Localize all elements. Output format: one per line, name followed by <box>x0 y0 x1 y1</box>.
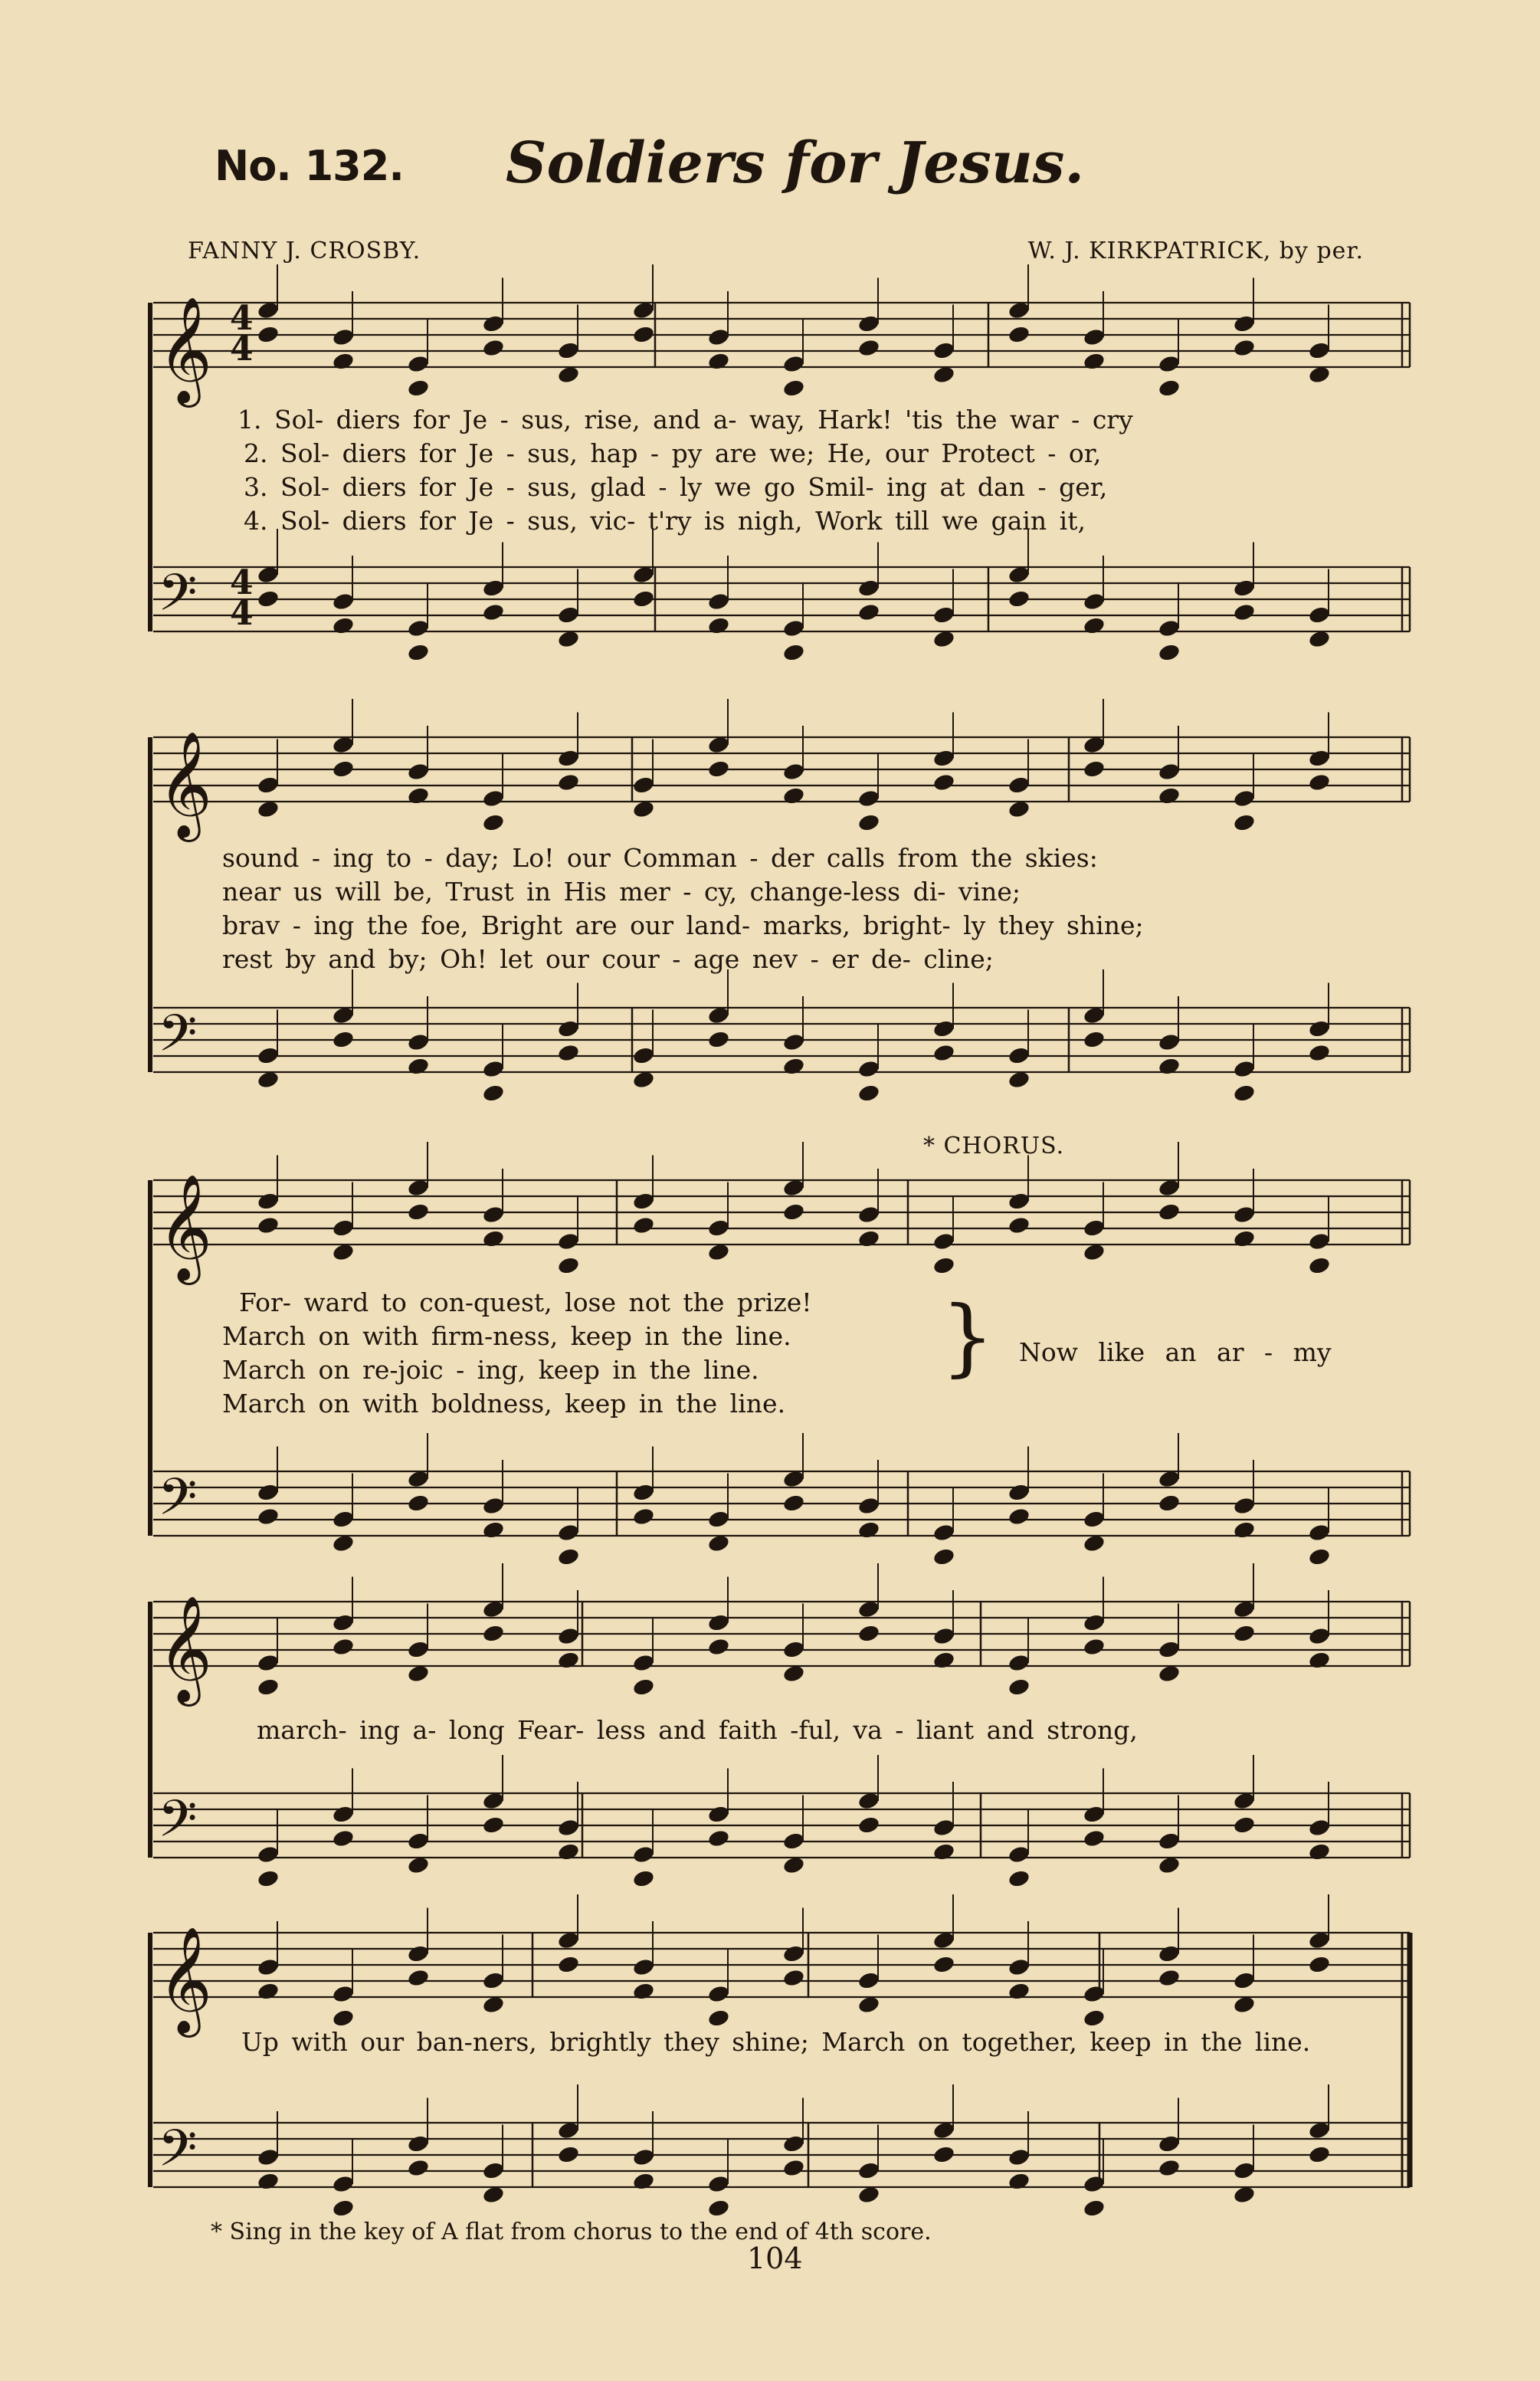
note-head <box>932 1651 956 1671</box>
note-head <box>857 1624 881 1644</box>
note-head <box>1308 1019 1332 1039</box>
note-head <box>1083 1510 1106 1530</box>
note-head <box>1158 786 1181 806</box>
note-head <box>857 1059 881 1079</box>
note-head <box>557 2145 581 2165</box>
note-head <box>407 762 431 782</box>
note-head <box>632 1982 656 2002</box>
note-head <box>257 1046 280 1066</box>
note-head <box>857 1496 881 1516</box>
note-head <box>632 1483 656 1503</box>
note-head <box>332 1030 356 1050</box>
hymn-number: No. 132. <box>215 142 404 190</box>
note-head <box>332 1805 356 1825</box>
note-head <box>857 813 881 833</box>
note-head <box>557 1256 581 1276</box>
note-head <box>482 314 506 334</box>
note-head <box>1083 1984 1106 2004</box>
lyric-verse-4-line-2: rest by and by; Oh! let our cour - age nev - er de- cline; <box>222 944 994 974</box>
note-head <box>482 1971 506 1991</box>
lyric-verse-2-line-2: near us will be, Trust in His mer - cy, change-less di- vine; <box>222 877 1021 907</box>
note-head <box>1008 589 1031 609</box>
note-head <box>332 1637 356 1657</box>
note-head <box>1083 1637 1106 1657</box>
note-head <box>407 1968 431 1988</box>
note-head <box>407 2134 431 2154</box>
note-head <box>632 1215 656 1235</box>
note-head <box>1158 1032 1181 1052</box>
note-head <box>1233 1815 1257 1835</box>
note-head <box>932 1547 956 1567</box>
author-credit: FANNY J. CROSBY. <box>188 238 421 264</box>
note-head <box>932 1818 956 1838</box>
note-head <box>1308 1955 1332 1975</box>
note-head <box>1233 338 1257 358</box>
treble-clef-icon: 𝄞 <box>158 1174 212 1281</box>
lyric-verse-3-line-2: brav - ing the foe, Bright are our land- marks, bright- ly they shine; <box>222 910 1144 940</box>
note-head <box>932 2145 956 2165</box>
note-head <box>1233 789 1257 808</box>
note-head <box>257 1869 280 1889</box>
note-head <box>782 1944 806 1964</box>
note-head <box>1158 2158 1181 2178</box>
bass-clef-icon: 𝄢 <box>158 2119 198 2190</box>
note-head <box>632 2172 656 2192</box>
note-head <box>407 618 431 638</box>
note-head <box>557 1547 581 1567</box>
note-head <box>932 341 956 361</box>
note-head <box>257 2172 280 2192</box>
note-head <box>557 341 581 361</box>
note-head <box>1308 1547 1332 1567</box>
note-head <box>857 314 881 334</box>
note-head <box>257 2147 280 2167</box>
note-head <box>332 2009 356 2028</box>
note-head <box>632 1192 656 1212</box>
note-head <box>1233 579 1257 599</box>
note-head <box>707 1218 731 1238</box>
note-head <box>1233 1205 1257 1225</box>
lyric-verse-1-line-1: 1. Sol- diers for Je - sus, rise, and a- way, Hark! 'tis the war - cry <box>238 405 1133 435</box>
note-head <box>1008 1507 1031 1527</box>
note-head <box>257 1957 280 1977</box>
note-head <box>632 1678 656 1697</box>
note-head <box>1158 762 1181 782</box>
note-head <box>1233 1059 1257 1079</box>
note-head <box>1233 1084 1257 1104</box>
note-head <box>1083 2174 1106 2194</box>
lyric-verse-4-line-3: March on with boldness, keep in the line. <box>222 1389 786 1418</box>
note-head <box>1158 1057 1181 1077</box>
note-head <box>257 1215 280 1235</box>
note-head <box>332 1613 356 1633</box>
note-head <box>1158 1494 1181 1514</box>
note-head <box>707 616 731 636</box>
note-head <box>857 789 881 808</box>
note-head <box>407 1032 431 1052</box>
time-signature-bottom: 4 <box>230 330 254 369</box>
note-head <box>482 813 506 833</box>
note-head <box>407 1202 431 1222</box>
treble-clef-icon: 𝄞 <box>158 297 212 403</box>
note-head <box>632 1653 656 1673</box>
note-head <box>407 1944 431 1964</box>
note-head <box>257 589 280 609</box>
treble-clef-icon: 𝄞 <box>158 731 212 838</box>
note-head <box>1083 616 1106 636</box>
composer-credit: W. J. KIRKPATRICK, by per. <box>1027 238 1364 264</box>
note-head <box>782 643 806 663</box>
note-head <box>1008 1678 1031 1697</box>
note-head <box>857 338 881 358</box>
note-head <box>407 354 431 374</box>
note-head <box>1083 1828 1106 1848</box>
note-head <box>1308 2145 1332 2165</box>
note-head <box>1008 1046 1031 1066</box>
chorus-lyric-line-2: march- ing a- long Fear- less and faith -ful, va - liant and strong, <box>257 1715 1138 1745</box>
note-head <box>557 1019 581 1039</box>
note-head <box>1008 2172 1031 2192</box>
note-head <box>782 1832 806 1851</box>
note-head <box>782 2158 806 2178</box>
lyric-verse-4-line-1: 4. Sol- diers for Je - sus, vic- t'ry is nigh, Work till we gain it, <box>244 506 1086 536</box>
note-head <box>707 2174 731 2194</box>
note-head <box>1008 776 1031 795</box>
note-head <box>707 1984 731 2004</box>
note-head <box>332 616 356 636</box>
note-head <box>1008 1483 1031 1503</box>
note-head <box>557 1651 581 1671</box>
note-head <box>932 1231 956 1251</box>
note-head <box>482 1084 506 1104</box>
note-head <box>1308 1818 1332 1838</box>
note-head <box>482 1205 506 1225</box>
note-head <box>1233 314 1257 334</box>
bass-clef-icon: 𝄢 <box>158 563 198 635</box>
note-head <box>1083 592 1106 612</box>
note-head <box>782 1640 806 1660</box>
note-head <box>632 589 656 609</box>
note-head <box>932 1626 956 1646</box>
treble-clef-icon: 𝄞 <box>158 1927 212 2033</box>
note-head <box>857 2161 881 2181</box>
note-head <box>257 776 280 795</box>
note-head <box>1083 327 1106 347</box>
note-head <box>1083 2009 1106 2028</box>
note-head <box>1308 772 1332 792</box>
note-head <box>782 354 806 374</box>
treble-clef-icon: 𝄞 <box>158 1596 212 1702</box>
note-head <box>557 1626 581 1646</box>
note-head <box>782 1032 806 1052</box>
note-head <box>332 352 356 372</box>
note-head <box>1308 1256 1332 1276</box>
note-head <box>332 2174 356 2194</box>
note-head <box>332 592 356 612</box>
note-head <box>632 1869 656 1889</box>
note-head <box>632 1957 656 1977</box>
note-head <box>557 772 581 792</box>
chorus-label: * CHORUS. <box>923 1133 1065 1159</box>
note-head <box>782 2134 806 2154</box>
note-head <box>1158 354 1181 374</box>
note-head <box>857 1971 881 1991</box>
note-head <box>482 1059 506 1079</box>
note-head <box>782 1057 806 1077</box>
chorus-lyric-start: Now like an ar - my <box>1019 1337 1332 1367</box>
note-head <box>332 1984 356 2004</box>
note-head <box>1008 1869 1031 1889</box>
note-head <box>707 1613 731 1633</box>
note-head <box>482 2161 506 2181</box>
note-head <box>932 772 956 792</box>
note-head <box>1233 1496 1257 1516</box>
note-head <box>1308 749 1332 769</box>
note-head <box>482 1520 506 1540</box>
note-head <box>257 325 280 345</box>
note-head <box>632 1845 656 1864</box>
note-head <box>1233 2161 1257 2181</box>
note-head <box>1158 618 1181 638</box>
note-head <box>1308 1043 1332 1063</box>
note-head <box>857 1815 881 1835</box>
note-head <box>1308 1651 1332 1671</box>
note-head <box>857 1084 881 1104</box>
note-head <box>1008 1192 1031 1212</box>
note-head <box>557 1955 581 1975</box>
note-head <box>707 759 731 779</box>
note-head <box>1158 379 1181 398</box>
note-head <box>1008 1653 1031 1673</box>
lyric-verse-1-line-3: For- ward to con-quest, lose not the prize! <box>239 1287 812 1317</box>
note-head <box>482 1815 506 1835</box>
bass-clef-icon: 𝄢 <box>158 1004 198 1075</box>
note-head <box>932 1523 956 1543</box>
note-head <box>1083 1030 1106 1050</box>
lyric-verse-1-line-2: sound - ing to - day; Lo! our Comman - der calls from the skies: <box>222 843 1098 873</box>
note-head <box>1308 341 1332 361</box>
note-head <box>1083 1613 1106 1633</box>
note-head <box>932 1842 956 1862</box>
note-head <box>782 1202 806 1222</box>
lyric-verse-3-line-1: 3. Sol- diers for Je - sus, glad - ly we go Smil- ing at dan - ger, <box>244 472 1108 502</box>
note-head <box>557 749 581 769</box>
note-head <box>407 643 431 663</box>
note-head <box>557 1818 581 1838</box>
note-head <box>1158 643 1181 663</box>
note-head <box>707 1510 731 1530</box>
note-head <box>482 1624 506 1644</box>
note-head <box>932 1019 956 1039</box>
note-head <box>782 1968 806 1988</box>
note-head <box>332 759 356 779</box>
note-head <box>932 1256 956 1276</box>
note-head <box>857 1205 881 1225</box>
note-head <box>482 789 506 808</box>
chorus-lyric-line-3: Up with our ban-ners, brightly they shine; March on together, keep in the line. <box>241 2027 1311 2057</box>
note-head <box>257 1483 280 1503</box>
note-head <box>707 1637 731 1657</box>
note-head <box>407 379 431 398</box>
time-signature-bottom: 4 <box>230 594 254 633</box>
note-head <box>857 1229 881 1249</box>
note-head <box>1233 1229 1257 1249</box>
note-head <box>557 605 581 625</box>
note-head <box>782 618 806 638</box>
note-head <box>632 1046 656 1066</box>
note-head <box>1008 1982 1031 2002</box>
note-head <box>1008 1957 1031 1977</box>
note-head <box>407 1494 431 1514</box>
note-head <box>1083 1218 1106 1238</box>
note-head <box>407 2158 431 2178</box>
time-signature-top: 4 <box>230 563 254 602</box>
note-head <box>482 579 506 599</box>
note-head <box>407 1832 431 1851</box>
note-head <box>1308 1626 1332 1646</box>
note-head <box>257 1192 280 1212</box>
note-head <box>782 762 806 782</box>
note-head <box>1008 1845 1031 1864</box>
note-head <box>482 602 506 622</box>
note-head <box>407 786 431 806</box>
hymn-title: Soldiers for Jesus. <box>506 130 1085 196</box>
note-head <box>557 1523 581 1543</box>
note-head <box>707 2009 731 2028</box>
note-head <box>557 1842 581 1862</box>
bass-clef-icon: 𝄢 <box>158 1468 198 1539</box>
note-head <box>707 1828 731 1848</box>
note-head <box>257 1982 280 2002</box>
note-head <box>707 1030 731 1050</box>
note-head <box>932 1043 956 1063</box>
note-head <box>1308 605 1332 625</box>
verse-brace: } <box>941 1287 994 1386</box>
note-head <box>1233 1520 1257 1540</box>
note-head <box>782 379 806 398</box>
note-head <box>1158 1944 1181 1964</box>
note-head <box>632 776 656 795</box>
note-head <box>1158 2134 1181 2154</box>
note-head <box>407 1640 431 1660</box>
note-head <box>932 749 956 769</box>
note-head <box>707 352 731 372</box>
note-head <box>557 1043 581 1063</box>
note-head <box>857 579 881 599</box>
note-head <box>632 2147 656 2167</box>
note-head <box>1083 352 1106 372</box>
note-head <box>1083 759 1106 779</box>
note-head <box>1233 1624 1257 1644</box>
note-head <box>1233 1971 1257 1991</box>
note-head <box>1008 2147 1031 2167</box>
note-head <box>1308 1523 1332 1543</box>
note-head <box>332 1218 356 1238</box>
bass-clef-icon: 𝄢 <box>158 1789 198 1861</box>
note-head <box>1083 2199 1106 2219</box>
note-head <box>332 327 356 347</box>
note-head <box>782 786 806 806</box>
note-head <box>1158 1640 1181 1660</box>
page-number: 104 <box>747 2242 803 2275</box>
note-head <box>1233 813 1257 833</box>
note-head <box>707 1805 731 1825</box>
note-head <box>257 1653 280 1673</box>
note-head <box>1158 1832 1181 1851</box>
note-head <box>1308 1231 1332 1251</box>
note-head <box>932 1955 956 1975</box>
note-head <box>1008 325 1031 345</box>
note-head <box>857 1520 881 1540</box>
note-head <box>632 325 656 345</box>
note-head <box>707 592 731 612</box>
note-head <box>1158 1968 1181 1988</box>
lyric-verse-2-line-3: March on with firm-ness, keep in the line. <box>222 1321 791 1351</box>
note-head <box>1308 1842 1332 1862</box>
note-head <box>1158 1202 1181 1222</box>
note-head <box>482 1496 506 1516</box>
note-head <box>632 1507 656 1527</box>
note-head <box>407 1057 431 1077</box>
footnote: * Sing in the key of A flat from chorus to the end of 4th score. <box>211 2219 932 2245</box>
note-head <box>332 2199 356 2219</box>
note-head <box>332 1510 356 1530</box>
note-head <box>482 338 506 358</box>
note-head <box>332 1828 356 1848</box>
lyric-verse-2-line-1: 2. Sol- diers for Je - sus, hap - py are we; He, our Protect - or, <box>244 438 1102 468</box>
note-head <box>707 2199 731 2219</box>
note-head <box>257 1845 280 1864</box>
note-head <box>782 1494 806 1514</box>
note-head <box>932 605 956 625</box>
note-head <box>482 1229 506 1249</box>
note-head <box>1083 1805 1106 1825</box>
note-head <box>857 602 881 622</box>
lyric-verse-3-line-3: March on re-joic - ing, keep in the line. <box>222 1355 759 1385</box>
note-head <box>1008 1215 1031 1235</box>
time-signature-top: 4 <box>230 299 254 338</box>
note-head <box>257 1507 280 1527</box>
note-head <box>257 1678 280 1697</box>
note-head <box>707 327 731 347</box>
note-head <box>557 1231 581 1251</box>
note-head <box>1233 602 1257 622</box>
